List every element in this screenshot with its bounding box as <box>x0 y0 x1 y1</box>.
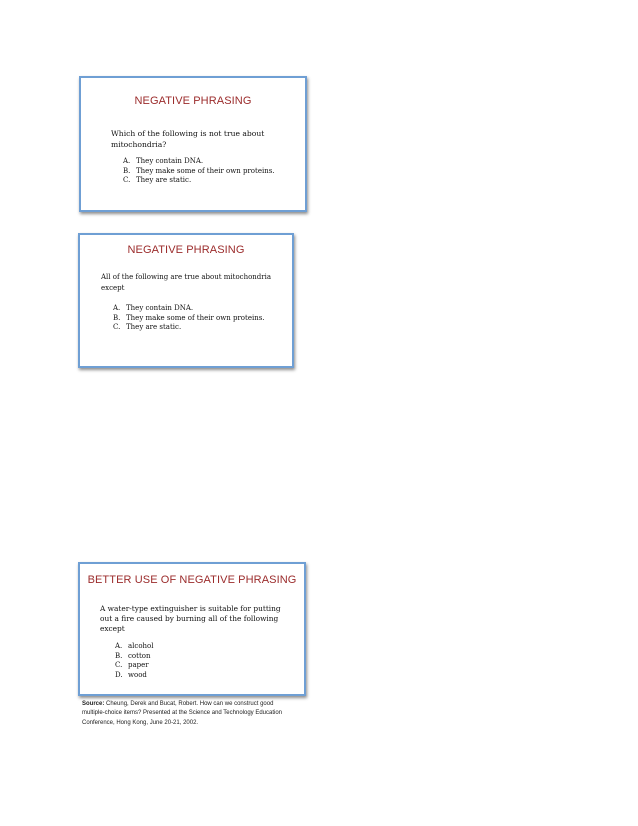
option-letter: A. <box>115 642 123 650</box>
option-text: They contain DNA. <box>136 157 204 165</box>
option-text: They contain DNA. <box>126 304 194 312</box>
question-text <box>101 272 271 294</box>
option-text: wood <box>128 670 147 679</box>
option-text: They make some of their own proteins. <box>136 166 275 175</box>
option-text: They are static. <box>126 323 182 332</box>
question-line: A water-type extinguisher is suitable for putting <box>100 604 281 613</box>
option-text: cotton <box>128 651 151 660</box>
option-c <box>115 661 154 671</box>
question-line: except <box>101 284 125 292</box>
question-line: Which of the following is not true about <box>111 129 265 138</box>
question-line: All of the following are true about mitochondria <box>101 273 272 281</box>
option-letter: C. <box>115 661 123 670</box>
option-a <box>115 642 154 652</box>
source-label: Source: <box>82 701 105 707</box>
slide-2 <box>78 233 294 368</box>
option-letter: A. <box>113 304 121 312</box>
slide-1 <box>79 76 307 212</box>
option-letter: D. <box>115 670 123 679</box>
slide-3 <box>78 562 306 696</box>
option-text: alcohol <box>128 642 154 650</box>
question-line: except <box>100 624 125 633</box>
source-line: Conference, Hong Kong, June 20-21, 2002. <box>82 719 199 726</box>
option-letter: B. <box>113 313 121 322</box>
option-a <box>123 157 275 167</box>
answer-options <box>115 642 154 680</box>
slide-title: BETTER USE OF NEGATIVE PHRASING <box>87 574 297 586</box>
question-text <box>100 604 281 634</box>
option-text: They make some of their own proteins. <box>126 313 265 322</box>
question-line: mitochondria? <box>111 140 167 149</box>
option-c <box>123 176 275 186</box>
option-text: They are static. <box>136 176 192 185</box>
option-letter: C. <box>113 323 121 332</box>
source-text: Cheung, Derek and Bucat, Robert. How can we construct good <box>104 701 274 707</box>
option-letter: B. <box>115 651 123 660</box>
option-a <box>113 304 265 314</box>
option-letter: B. <box>123 166 131 175</box>
slide-title: NEGATIVE PHRASING <box>127 244 245 256</box>
question-text <box>111 128 264 150</box>
option-d <box>115 671 154 681</box>
option-text: paper <box>128 661 149 670</box>
question-line: out a fire caused by burning all of the following <box>100 614 279 623</box>
answer-options <box>123 157 275 186</box>
option-letter: C. <box>123 176 131 185</box>
option-b <box>113 314 265 324</box>
option-b <box>123 167 275 177</box>
slide-title: NEGATIVE PHRASING <box>134 95 252 107</box>
source-line <box>82 700 322 709</box>
option-b <box>115 652 154 662</box>
option-c <box>113 323 265 333</box>
source-line: multiple-choice items? Presented at the Science and Technology Education <box>82 710 283 717</box>
answer-options <box>113 304 265 333</box>
option-letter: A. <box>123 157 131 165</box>
source-citation <box>82 700 322 728</box>
